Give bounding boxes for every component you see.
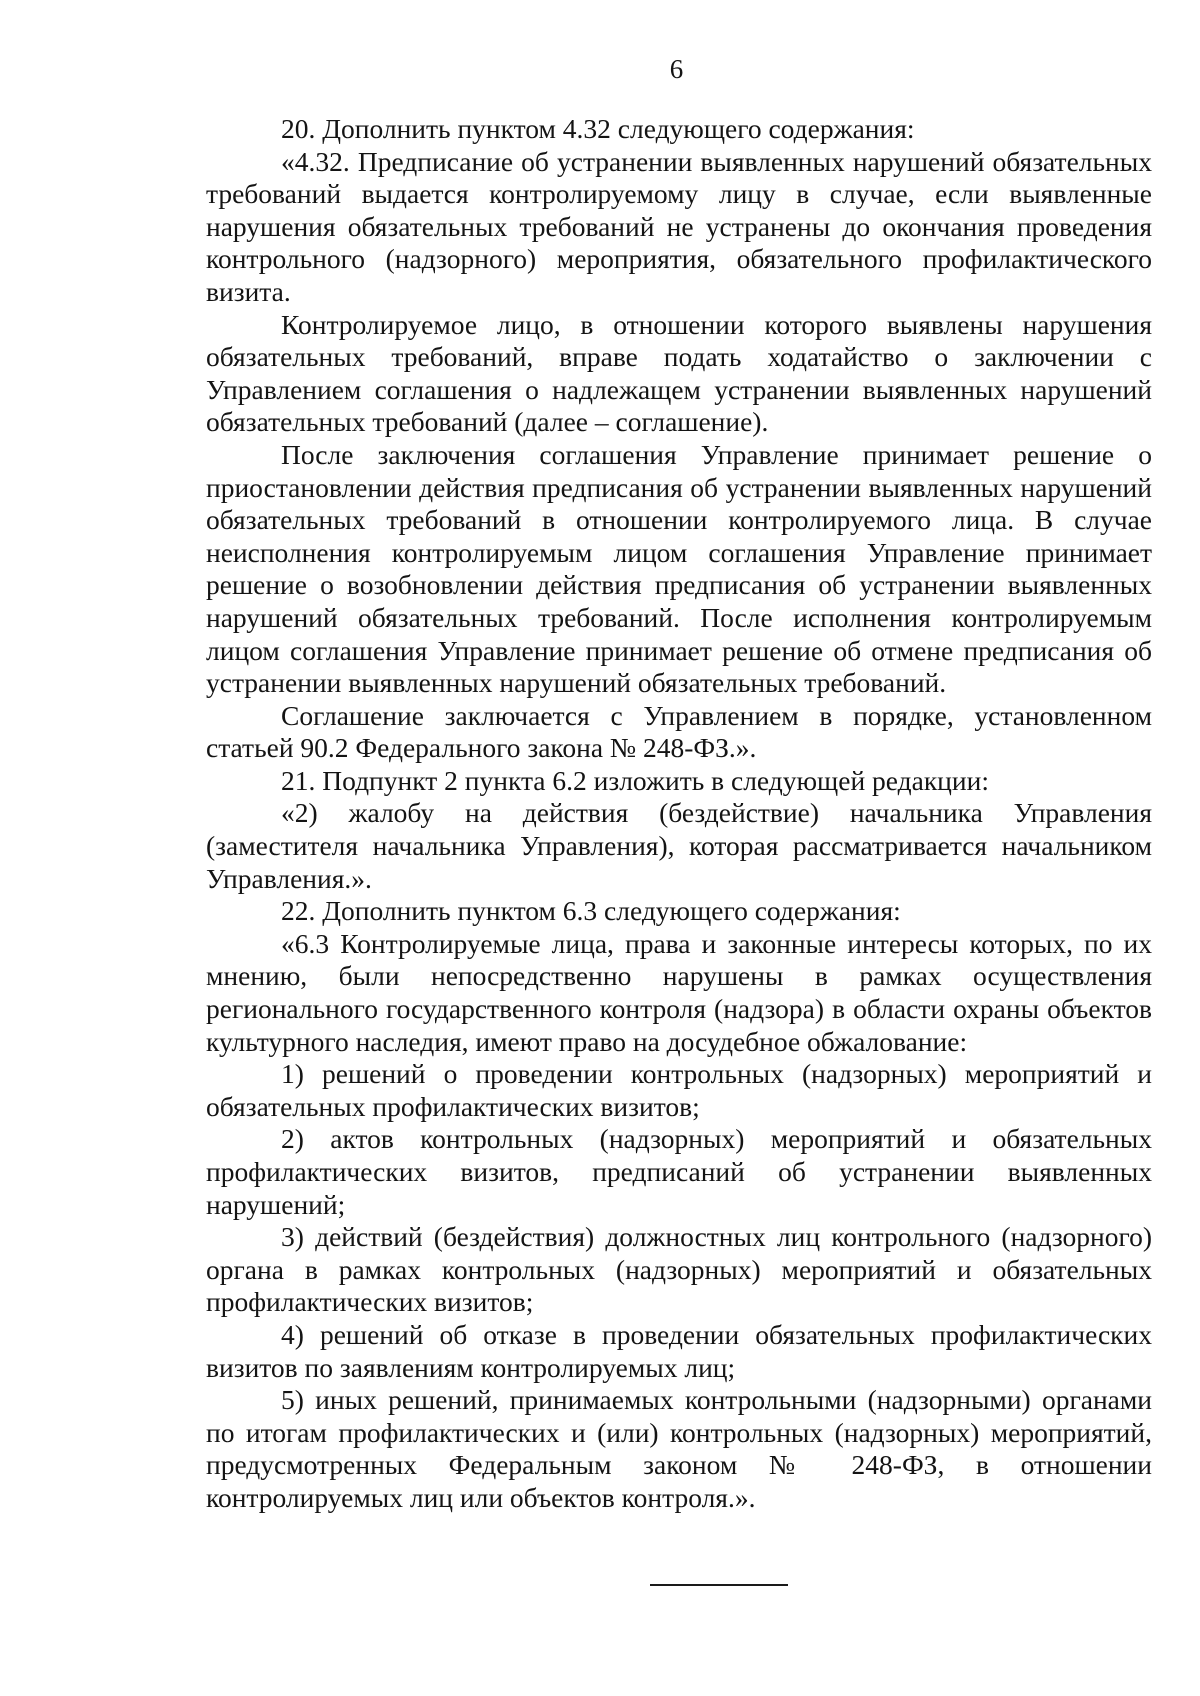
paragraph-after-agreement: После заключения соглашения Управление принимает решение о приостановлении действия предписания об устранении выявленных нарушений обязательных требований в отношении контролируемого лица. В случае неисполнения контролируемым лицом соглашения Управление принимает решение о возобновлении действия предписания об устранении выявленных нарушений обязательных требований. После исполнения контролируемым лицом соглашения Управление принимает решение об отмене предписания об устранении выявленных нарушений обязательных требований. — [206, 438, 1152, 699]
list-item-3: 3) действий (бездействия) должностных лиц контрольного (надзорного) органа в рамках контрольных (надзорных) мероприятий и обязательных профилактических визитов; — [206, 1221, 1152, 1318]
paragraph-agreement-request: Контролируемое лицо, в отношении которого выявлены нарушения обязательных требований, вправе подать ходатайство о заключении с Управлением соглашения о надлежащем устранении выявленных нарушений обязательных требований (далее – соглашение). — [206, 308, 1152, 438]
document-body — [206, 113, 1152, 1515]
list-item-5: 5) иных решений, принимаемых контрольными (надзорными) органами по итогам профилактических и (или) контрольных (надзорных) мероприятий, предусмотренных Федеральным законом № 248-ФЗ, в отношении контролируемых лиц или объектов контроля.». — [206, 1384, 1152, 1513]
page-number: 6 — [669, 54, 684, 84]
paragraph-point-4-32: «4.32. Предписание об устранении выявленных нарушений обязательных требований выдается контролируемому лицу в случае, если выявленные нарушения обязательных требований не устранены до окончания проведения контрольного (надзорного) мероприятия, обязательного профилактического визита. — [206, 145, 1152, 307]
list-item-4: 4) решений об отказе в проведении обязательных профилактических визитов по заявлениям контролируемых лиц; — [206, 1318, 1152, 1383]
paragraph-point-6-3: «6.3 Контролируемые лица, права и законные интересы которых, по их мнению, были непосредственно нарушены в рамках осуществления регионального государственного контроля (надзора) в области охраны объектов культурного наследия, имеют право на досудебное обжалование: — [206, 927, 1152, 1057]
paragraph-item-22: 22. Дополнить пунктом 6.3 следующего содержания: — [281, 895, 901, 927]
paragraph-subpoint-2: «2) жалобу на действия (бездействие) начальника Управления (заместителя начальника Управления), которая рассматривается начальником Управления.». — [206, 797, 1152, 894]
list-item-2: 2) актов контрольных (надзорных) мероприятий и обязательных профилактических визитов, предписаний об устранении выявленных нарушений; — [206, 1123, 1152, 1220]
end-divider — [650, 1584, 788, 1586]
paragraph-item-21: 21. Подпункт 2 пункта 6.2 изложить в следующей редакции: — [281, 764, 989, 796]
list-item-1: 1) решений о проведении контрольных (надзорных) мероприятий и обязательных профилактических визитов; — [206, 1058, 1152, 1122]
paragraph-item-20: 20. Дополнить пунктом 4.32 следующего содержания: — [281, 113, 915, 144]
paragraph-agreement-procedure: Соглашение заключается с Управлением в порядке, установленном статьей 90.2 Федерального закона № 248-ФЗ.». — [206, 699, 1152, 764]
